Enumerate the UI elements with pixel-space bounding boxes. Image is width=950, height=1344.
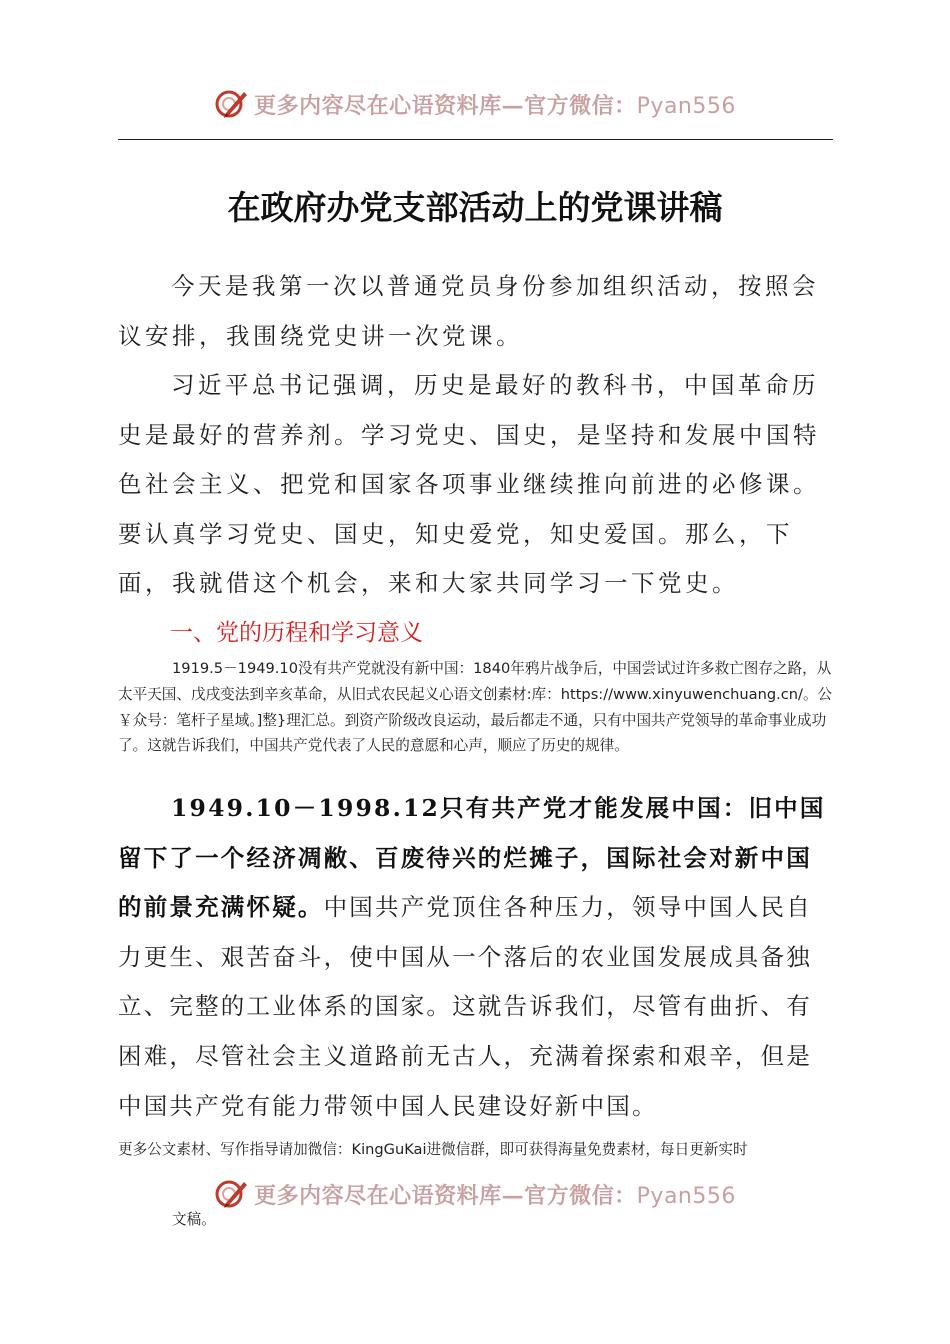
banner-text: 更多内容尽在心语资料库—官方微信：Pyan556 [254, 92, 736, 119]
banner-handle: Pyan556 [636, 93, 736, 119]
banner-text: 更多内容尽在心语资料库—官方微信：Pyan556 [254, 1182, 736, 1209]
footer-note-tail: 文稿。 [172, 1211, 216, 1228]
header-banner [0, 84, 950, 124]
paragraph-development [118, 784, 833, 1131]
header-divider [118, 139, 833, 140]
paragraph-rest: 中国共产党顶住各种压力，领导中国人民自力更生、艰苦奋斗，使中国从一个落后的农业国发展成具备独立、完整的工业体系的国家。这就告诉我们，尽管有曲折、有困难，尽管社会主义道路前无古人，充满着探索和艰辛，但是中国共产党有能力带领中国人民建设好新中国。 [118, 893, 812, 1120]
paragraph-intro: 今天是我第一次以普通党员身份参加组织活动，按照会议安排，我围绕党史讲一次党课。 [118, 272, 819, 350]
footer-banner [0, 1174, 950, 1214]
footer-note: 更多公文素材、写作指导请加微信：KingGuKai进微信群，即可获得海量免费素材，每日更新实时 [118, 1141, 748, 1158]
banner-handle: Pyan556 [636, 1183, 736, 1209]
page-title: 在政府办党支部活动上的党课讲稿 [227, 188, 723, 227]
paragraph-quote: 习近平总书记强调，历史是最好的教科书，中国革命历史是最好的营养剂。学习党史、国史，是坚持和发展中国特色社会主义、把党和国家各项事业继续推向前进的必修课。要认真学习党史、国史，知史爱党，知史爱国。那么，下面，我就借这个机会，来和大家共同学习一下党史。 [118, 371, 820, 598]
pen-logo-icon [214, 87, 248, 121]
pen-logo-icon [214, 1177, 248, 1211]
section-heading: 一、党的历程和学习意义 [170, 620, 423, 646]
bold-lead: 1949.10－1998.12只有共产党才能发展中国：旧中国留下了一个经济凋敝、百废待兴的烂摊子，国际社会对新中国的前景充满怀疑。 [118, 794, 826, 922]
paragraph-small: 1919.5－1949.10没有共产党就没有新中国：1840年鸦片战争后，中国尝试过许多救亡图存之路，从太平天国、戊戌变法到辛亥革命，从旧式农民起义心语文创素材:库：https://www.xinyuwenchuang.cn/。公￥众号：笔杆子星域。]整}理汇总。到资产阶级改良运动，最后都走不通，只有中国共产党领导的革命事业成功了。这就告诉我们，中国共产党代表了人民的意愿和心声，顺应了历史的规律。 [118, 660, 833, 755]
